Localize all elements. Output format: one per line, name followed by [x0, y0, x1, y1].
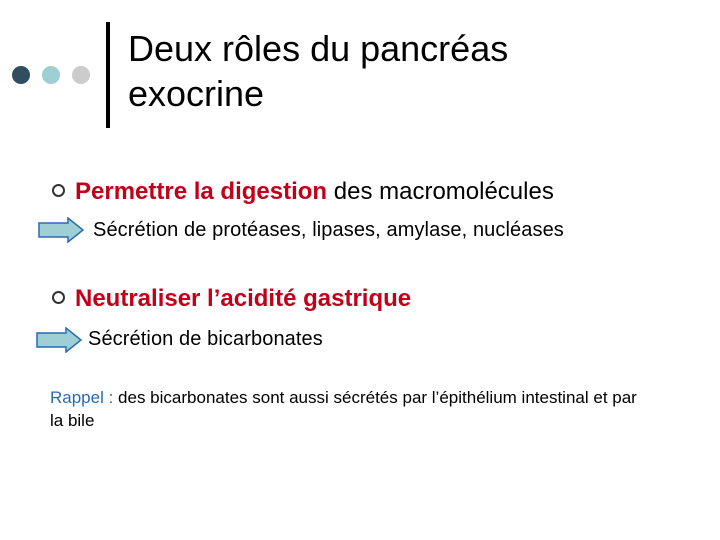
- slide-title-line-1: Deux rôles du pancréas: [128, 28, 509, 69]
- arrow-right-icon: [36, 327, 82, 353]
- header-dot-dark: [12, 66, 30, 84]
- bullet-detail: Sécrétion de bicarbonates: [88, 328, 323, 350]
- header-dot-grey: [72, 66, 90, 84]
- bullet-item-acidity: [52, 285, 411, 313]
- circle-bullet-icon: [52, 291, 65, 304]
- header-dot-teal: [42, 66, 60, 84]
- bullet-detail: Sécrétion de protéases, lipases, amylase, nucléases: [93, 219, 564, 241]
- slide-title: [128, 26, 508, 116]
- arrow-right-icon: [38, 217, 84, 243]
- bullet-highlight: Permettre la digestion: [75, 178, 328, 205]
- rappel-note: [50, 386, 650, 432]
- slide-title-line-2: exocrine: [128, 73, 265, 114]
- bullet-text: des macromolécules: [327, 178, 554, 205]
- rappel-label: Rappel :: [50, 388, 114, 407]
- rappel-text: des bicarbonates sont aussi sécrétés par l’épithélium intestinal et par la bile: [50, 388, 637, 430]
- bullet-highlight: Neutraliser l’acidité gastrique: [75, 285, 412, 312]
- circle-bullet-icon: [52, 184, 65, 197]
- title-divider: [106, 22, 110, 128]
- bullet-item-digestion: [52, 178, 554, 206]
